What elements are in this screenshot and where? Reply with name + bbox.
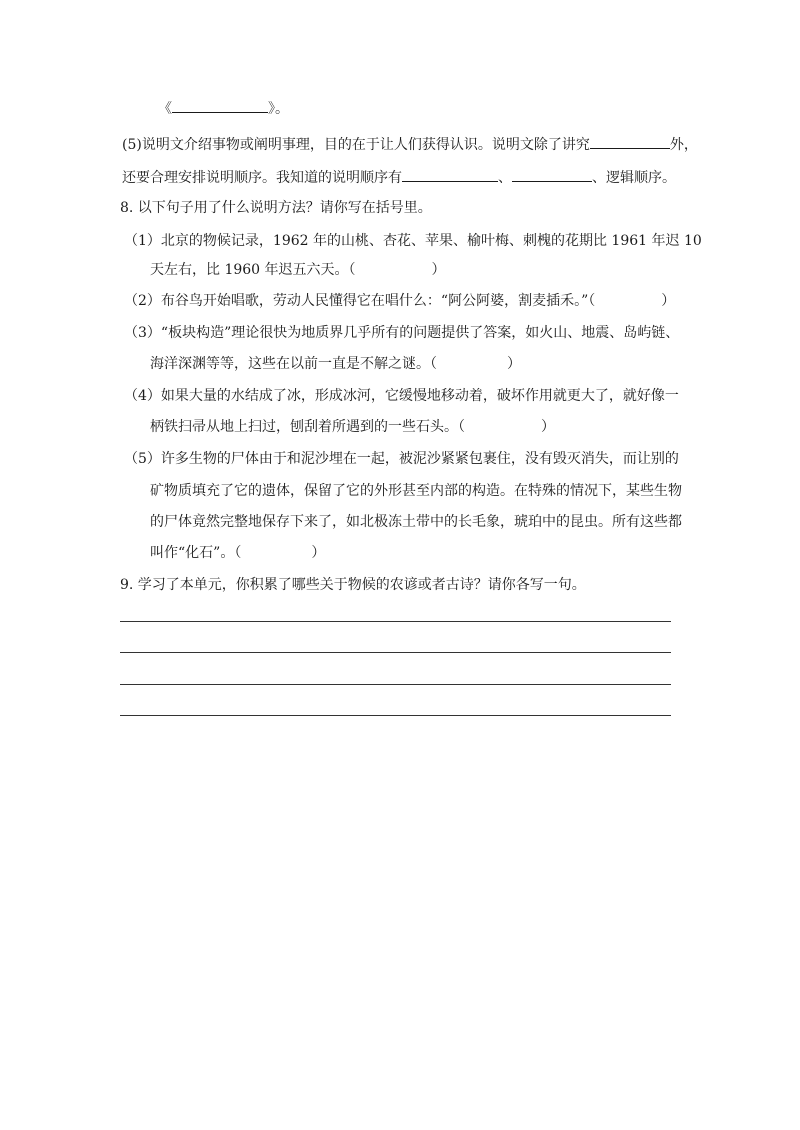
q8-item-2-line-1 xyxy=(124,291,675,311)
q8-item-5-line-3: 的尸体竟然完整地保存下来了，如北极冻土带中的长毛象，琥珀中的昆虫。所有这些都 xyxy=(150,514,682,530)
q7-prev-tail xyxy=(158,98,289,118)
q8-item-1-line-2 xyxy=(150,260,446,280)
q8-item-3-close: ） xyxy=(507,356,521,372)
answer-line-2[interactable] xyxy=(120,652,671,653)
q8-item-2-text: （2）布谷鸟开始唱歌，劳动人民懂得它在唱什么：“阿公阿婆，割麦插禾。”（ xyxy=(124,293,596,309)
book-title-open-mark: 《 xyxy=(158,101,172,117)
q8-item-2-close: ） xyxy=(661,293,676,309)
q8-item-4-close: ） xyxy=(541,419,555,435)
q8-item-1-close: ） xyxy=(431,262,446,278)
answer-line-1[interactable] xyxy=(120,621,671,622)
q8-item-5-line-4 xyxy=(150,543,325,563)
q8-item-1-line-1: （1）北京的物候记录，1962 年的山桃、杏花、苹果、榆叶梅、刺槐的花期比 1961 年迟 10 xyxy=(124,233,702,249)
q8-item-3-text: 海洋深渊等等，这些在以前一直是不解之谜。（ xyxy=(150,356,437,372)
q8-item-5-line-1: （5）许多生物的尸体由于和泥沙埋在一起，被泥沙紧紧包裹住，没有毁灭消失，而让别的 xyxy=(124,451,679,467)
q8-item-5-close: ） xyxy=(311,545,326,561)
q7-5-blank-2[interactable] xyxy=(402,167,498,182)
answer-line-4[interactable] xyxy=(120,715,671,716)
q7-5-line2-suffix: 、逻辑顺序。 xyxy=(592,170,676,186)
q7-5-line1 xyxy=(122,134,698,154)
q7-5-after-blank1: 外， xyxy=(669,137,698,153)
q8-item-3-line-1: （3）“板块构造”理论很快为地质界几乎所有的问题提供了答案，如火山、地震、岛屿链、 xyxy=(124,325,680,341)
q8-item-4-text: 柄铁扫帚从地上扫过，刨刮着所遇到的一些石头。（ xyxy=(150,419,465,435)
q8-item-5-line-2: 矿物质填充了它的遗体，保留了它的外形甚至内部的构造。在特殊的情况下，某些生物 xyxy=(150,483,682,499)
q9-title: 9. 学习了本单元，你积累了哪些关于物候的农谚或者古诗？请你各写一句。 xyxy=(120,577,586,593)
q8-title: 8. 以下句子用了什么说明方法？请你写在括号里。 xyxy=(120,200,432,216)
q7-5-blank-1[interactable] xyxy=(590,134,670,149)
q8-item-4-line-2 xyxy=(150,417,555,437)
q7-5-blank-3[interactable] xyxy=(512,167,592,182)
book-title-close-mark: 》。 xyxy=(268,101,289,117)
q8-item-3-line-2 xyxy=(150,354,521,374)
q7-5-sep: 、 xyxy=(498,170,512,186)
answer-line-3[interactable] xyxy=(120,684,671,685)
q8-item-1-text: 天左右，比 1960 年迟五六天。（ xyxy=(150,262,356,278)
q8-item-4-line-1: （4）如果大量的水结成了冰，形成冰河，它缓慢地移动着，破坏作用就更大了，就好像一 xyxy=(124,388,679,404)
book-title-blank[interactable] xyxy=(172,98,268,113)
q7-5-prefix: (5)说明文介绍事物或阐明事理，目的在于让人们获得认识。说明文除了讲究 xyxy=(122,137,590,153)
q8-item-5-text: 叫作“化石”。（ xyxy=(150,545,242,561)
q7-5-line2 xyxy=(122,167,676,187)
q7-5-line2-prefix: 还要合理安排说明顺序。我知道的说明顺序有 xyxy=(122,170,402,186)
